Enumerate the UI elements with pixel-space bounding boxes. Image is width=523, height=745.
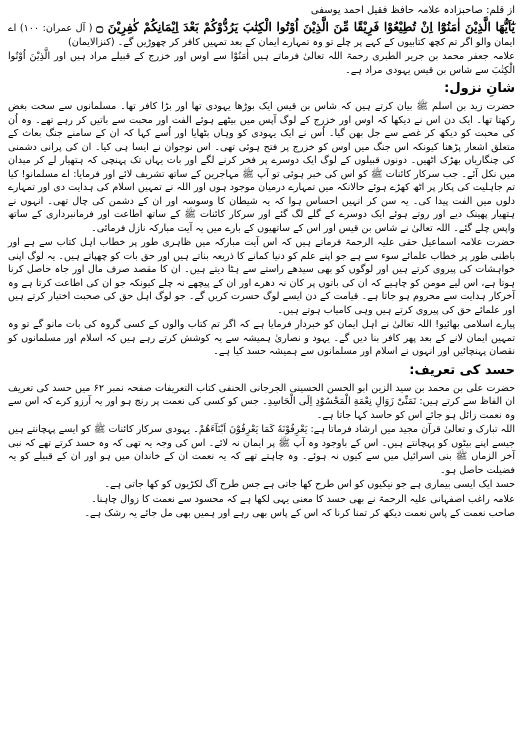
body-paragraph: حضرت علامہ اسماعیل حقی علیہ الرحمۃ فرماتے ہیں کہ اس آیت مبارکہ میں ظاہری طور پر خطاب اہل کتاب سے ہے اور باطنی طور پر خطاب علمائے سوء سے ہے جو اپنے علم کو دنیا کمانے کا ذریعہ بناتے ہیں اور حق بات کو چھپاتے ہیں۔ یہ لوگ اپنی خواہشات کی پیروی کرتے ہیں اور لوگوں کو بھی سیدھے راستے سے ہٹا دیتے ہیں۔ ان کا مقصد صرف مال اور جاہ حاصل کرنا ہوتا ہے، اس لیے مومن کو چاہیے کہ ان کی باتوں پر کان نہ دھرے اور ان کے پیچھے نہ چلے کیونکہ جو ان کی اطاعت کرتا ہے وہ آخرکار ہدایت سے محروم ہو جاتا ہے۔ قیامت کے دن ایسے لوگ حسرت کریں گے۔ جو لوگ اہل حق کی صحبت اختیار کرتے ہیں اور علمائے حق کی پیروی کرتے ہیں وہی کامیاب ہوتے ہیں۔ (8, 237, 515, 316)
body-paragraph: حضرت زید بن اسلم ﷺ بیان کرتے ہیں کہ شاس بن قیس ایک بوڑھا یہودی تھا اور بڑا کافر تھا۔ مسلمانوں سے سخت بغض رکھتا تھا۔ ایک دن اس نے دیکھا کہ اوس اور خزرج کے لوگ آپس میں بیٹھے ہوئے الفت اور محبت سے باتیں کر رہے تھے۔ وہ اُن کی محبت کو دیکھ کر غصے سے جل بھن گیا۔ اُس نے ایک یہودی کو وہاں بٹھایا اور اُسے کہا کہ ان کے سامنے جنگ بعاث کے متعلق اشعار پڑھنا کیونکہ اس جنگ میں اوس کو خزرج پر فتح ہوئی تھی۔ اس نوجوان نے ایسا ہی کیا۔ ان کی پرانی دشمنی کی چنگاریاں بھڑک اٹھیں۔ دونوں قبیلوں کے لوگ ایک دوسرے پر فخر کرنے لگے اور بات یہاں تک پہنچی کہ ہتھیار لے کر میدان میں نکل آئے۔ جب سرکار کائنات ﷺ کو اس کی خبر ہوئی تو آپ ﷺ مہاجرین کے ساتھ تشریف لائے اور فرمایا: اے مسلمانو! کیا تم جاہلیت کی پکار پر اٹھ کھڑے ہوئے حالانکہ میں تمہارے درمیان موجود ہوں اور اللہ نے تمہیں اسلام کی ہدایت دی اور تمہارے دلوں میں الفت پیدا کی۔ یہ سن کر انہیں احساس ہوا کہ یہ شیطان کا وسوسہ اور ان کے دشمن کی چال تھی۔ انہوں نے ہتھیار پھینک دیے اور روتے ہوئے ایک دوسرے کے گلے لگ گئے اور سرکار کائنات ﷺ کے ساتھ اطاعت اور فرمانبرداری کے ساتھ واپس چلے گئے۔ اللہ تعالیٰ نے شاس بن قیس اور اس کے ساتھیوں کے بارے میں یہ آیت مبارکہ نازل فرمائی۔ (8, 101, 515, 234)
body-paragraph: علامہ راغب اصفہانی علیہ الرحمۃ نے بھی حسد کا معنی یہی لکھا ہے کہ محسود سے نعمت کا زوال چاہنا۔ (91, 493, 515, 505)
verse-arabic-text: يٰٓاَيُّهَا الَّذِيْنَ اٰمَنُوْٓا اِنْ تُطِيْعُوْا فَرِيْقًا مِّنَ الَّذِيْنَ اُوْتُوا الْكِتٰبَ يَرُدُّوْكُمْ بَعْدَ اِيْمَانِكُمْ كٰفِرِيْنَ ۝ (96, 20, 515, 34)
section-heading-shan-e-nuzool: شانِ نزول: (444, 81, 515, 96)
body-paragraph: صاحب نعمت کے پاس نعمت دیکھ کر تمنا کرنا کہ اس کے پاس بھی رہے اور ہمیں بھی مل جائے یہ رشک ہے۔ (84, 508, 515, 519)
opening-verse (8, 20, 515, 49)
verse-translation: اے ایمان والو اگر تم کچھ کتابیوں کے کہے پر چلے تو وہ تمہارے ایمان کے بعد تمہیں کافر کر چھوڑیں گے۔ (کنزالایمان) (8, 23, 515, 48)
body-paragraph: اللہ تبارک و تعالیٰ قرآن مجید میں ارشاد فرماتا ہے: يَعْرِفُوْنَهٗ كَمَا يَعْرِفُوْنَ اَبْنَآءَهُمْ۔ یہودی سرکار کائنات ﷺ کو ایسے پہچانتے ہیں جیسے اپنے بیٹوں کو پہچانتے ہیں۔ اس کے باوجود وہ آپ ﷺ پر ایمان نہ لائے۔ اس کی وجہ یہ تھی کہ وہ حسد کرتے تھے کہ نبی آخر الزماں ﷺ بنی اسرائیل میں سے کیوں نہ ہوئے۔ وہ چاہتے تھے کہ یہ نعمت ان کے خاندان میں ہو اور ان کے قبیلے کو یہ فضیلت حاصل ہو۔ (8, 424, 515, 476)
section-heading-hasad-definition: حسد کی تعریف: (409, 362, 515, 378)
intro-paragraph: علامہ جعفر محمد بن جریر الطبری رحمۃ اللہ تعالیٰ فرماتے ہیں اٰمَنُوْا سے اوس اور خزرج کے قبیلے مراد ہیں اور الَّذِيْنَ اُوْتُوا الْكِتٰبَ سے شاس بن قیس یہودی مراد ہے۔ (8, 51, 515, 76)
body-paragraph: حضرت علی بن محمد بن سید الزین ابو الحسن الحسینی الجرجانی الحنفی کتاب التعریفات صفحہ نمبر ۶۲ میں حسد کی تعریف ان الفاظ سے کرتے ہیں: تَمَنِّیْ زَوَالِ نِعْمَةِ الْمَحْسُوْدِ اِلَى الْحَاسِدِ۔ جس کو کسی کی نعمت پر رنج ہو اور یہ آرزو کرے کہ اس سے وہ نعمت زائل ہو جائے اس کو حاسد کہا جاتا ہے۔ (8, 382, 515, 421)
body-paragraph: پیارے اسلامی بھائیو! اللہ تعالیٰ نے اہل ایمان کو خبردار فرمایا ہے کہ اگر تم کتاب والوں کے کسی گروہ کی بات مانو گے تو وہ تمہیں ایمان لانے کے بعد پھر کافر بنا دیں گے۔ یہود و نصاریٰ ہمیشہ سے یہ کوشش کرتے رہے ہیں کہ اسلام اور مسلمانوں کو نقصان پہنچائیں اور انہوں نے اسلام اور مسلمانوں سے ہمیشہ حسد کیا ہے۔ (8, 319, 515, 357)
author-byline: از قلم: صاحبزادہ علامہ حافظ فقیل احمد یوسفی (310, 5, 515, 16)
verse-reference: ( آل عمران: ۱۰۰) (19, 23, 93, 34)
body-paragraph: حسد ایک ایسی بیماری ہے جو نیکیوں کو اس طرح کھا جاتی ہے جس طرح آگ لکڑیوں کو کھا جاتی ہے۔ (104, 479, 515, 490)
